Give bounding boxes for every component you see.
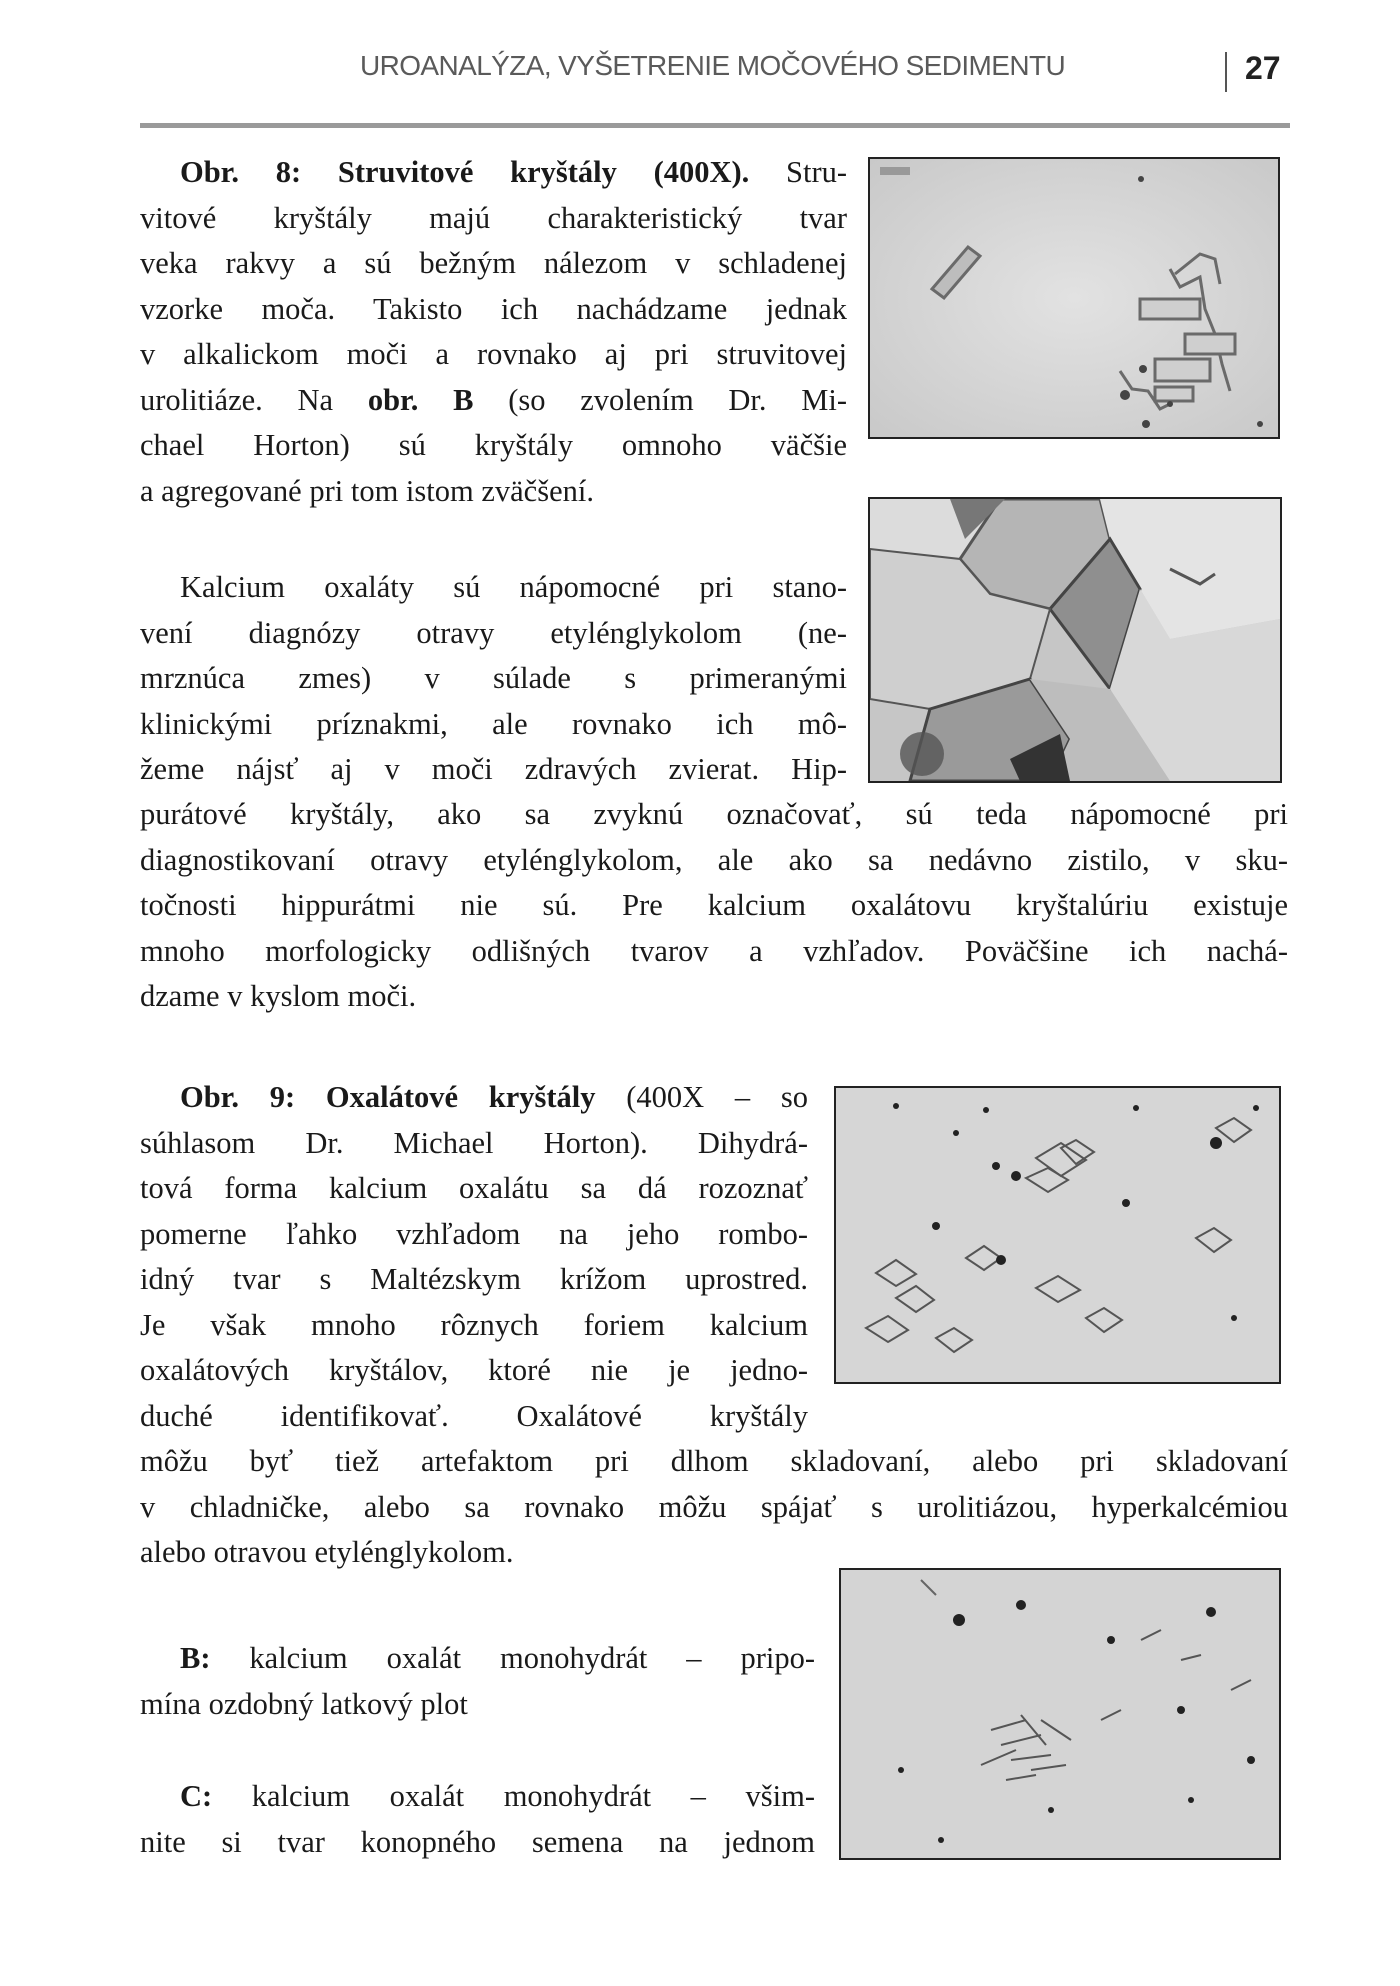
header-separator (1225, 52, 1227, 92)
oxalate-monohydrate-image (841, 1570, 1279, 1858)
caption-label-fig9: Obr. 9: Oxalátové kryštály (180, 1080, 596, 1114)
paragraph-struvite-caption: Obr. 8: Struvitové kryštály (400X). Stru- vitové kryštály majú charakteristický tvar veka rakvy a sú bežným nálezom v schladenej vzorke moča. Takisto ich nachádzame jednak v alkalickom moči a rovnako aj pri struvitovej urolitiáze. Na obr. B (so zvolením Dr. Mi- chael Horton) sú kryštály omnoho väčšie a agregované pri tom istom zväčšení. (140, 155, 848, 508)
oxalate-crystals-image (836, 1088, 1279, 1382)
struvite-crystals-b-image (870, 499, 1280, 781)
running-header-title: UROANALÝZA, VYŠETRENIE MOČOVÉHO SEDIMENTU (360, 50, 1066, 81)
item-label-b: B: (180, 1641, 211, 1675)
struvite-crystals-a-image (870, 159, 1278, 437)
page-number: 27 (1245, 50, 1281, 86)
item-label-c: C: (180, 1779, 213, 1813)
figure-oxalate-crystals (834, 1086, 1281, 1384)
figure-struvite-crystals-b (868, 497, 1282, 783)
paragraph-oxalate-caption-wide: môžu byť tiež artefaktom pri dlhom skladovaní, alebo pri skladovaní v chladničke, alebo sa rovnako môžu spájať s urolitiázou, hyperkalcémiou alebo otravou etylénglykolom. (140, 1444, 1288, 1569)
paragraph-item-c: C: kalcium oxalát monohydrát – všim- nite si tvar konopného semena na jednom (140, 1779, 815, 1859)
paragraph-item-b: B: kalcium oxalát monohydrát – pripo- mína ozdobný latkový plot (140, 1641, 815, 1721)
paragraph-calcium-oxalates-narrow: Kalcium oxaláty sú nápomocné pri stano- vení diagnózy otravy etylénglykolom (ne- mrznúca zmes) v súlade s primeranými klinickými príznakmi, ale rovnako ich mô- žeme nájsť aj v moči zdravých zvierat. Hip- (140, 570, 847, 786)
paragraph-oxalate-caption-narrow: Obr. 9: Oxalátové kryštály (400X – so súhlasom Dr. Michael Horton). Dihydrá- tová forma kalcium oxalátu sa dá rozoznať pomerne ľahko vzhľadom na jeho rombo- idný tvar s Maltézskym krížom uprostred. Je však mnoho rôznych foriem kalcium oxalátových kryštálov, ktoré nie je jedno- duché identifikovať. Oxalátové kryštály (140, 1080, 808, 1433)
header-rule (140, 123, 1290, 128)
figure-struvite-crystals-a (868, 157, 1280, 439)
caption-label-fig8: Obr. 8: Struvitové kryštály (400X). (180, 155, 750, 189)
figure-oxalate-monohydrate (839, 1568, 1281, 1860)
paragraph-calcium-oxalates-wide: purátové kryštály, ako sa zvyknú označovať, sú teda nápomocné pri diagnostikovaní otravy etylénglykolom, ale ako sa nedávno zistilo, v sku- točnosti hippurátmi nie sú. Pre kalcium oxalátovu kryštalúriu existuje mnoho morfologicky odlišných tvarov a vzhľadov. Poväčšine ich nachá- dzame v kyslom moči. (140, 797, 1288, 1013)
